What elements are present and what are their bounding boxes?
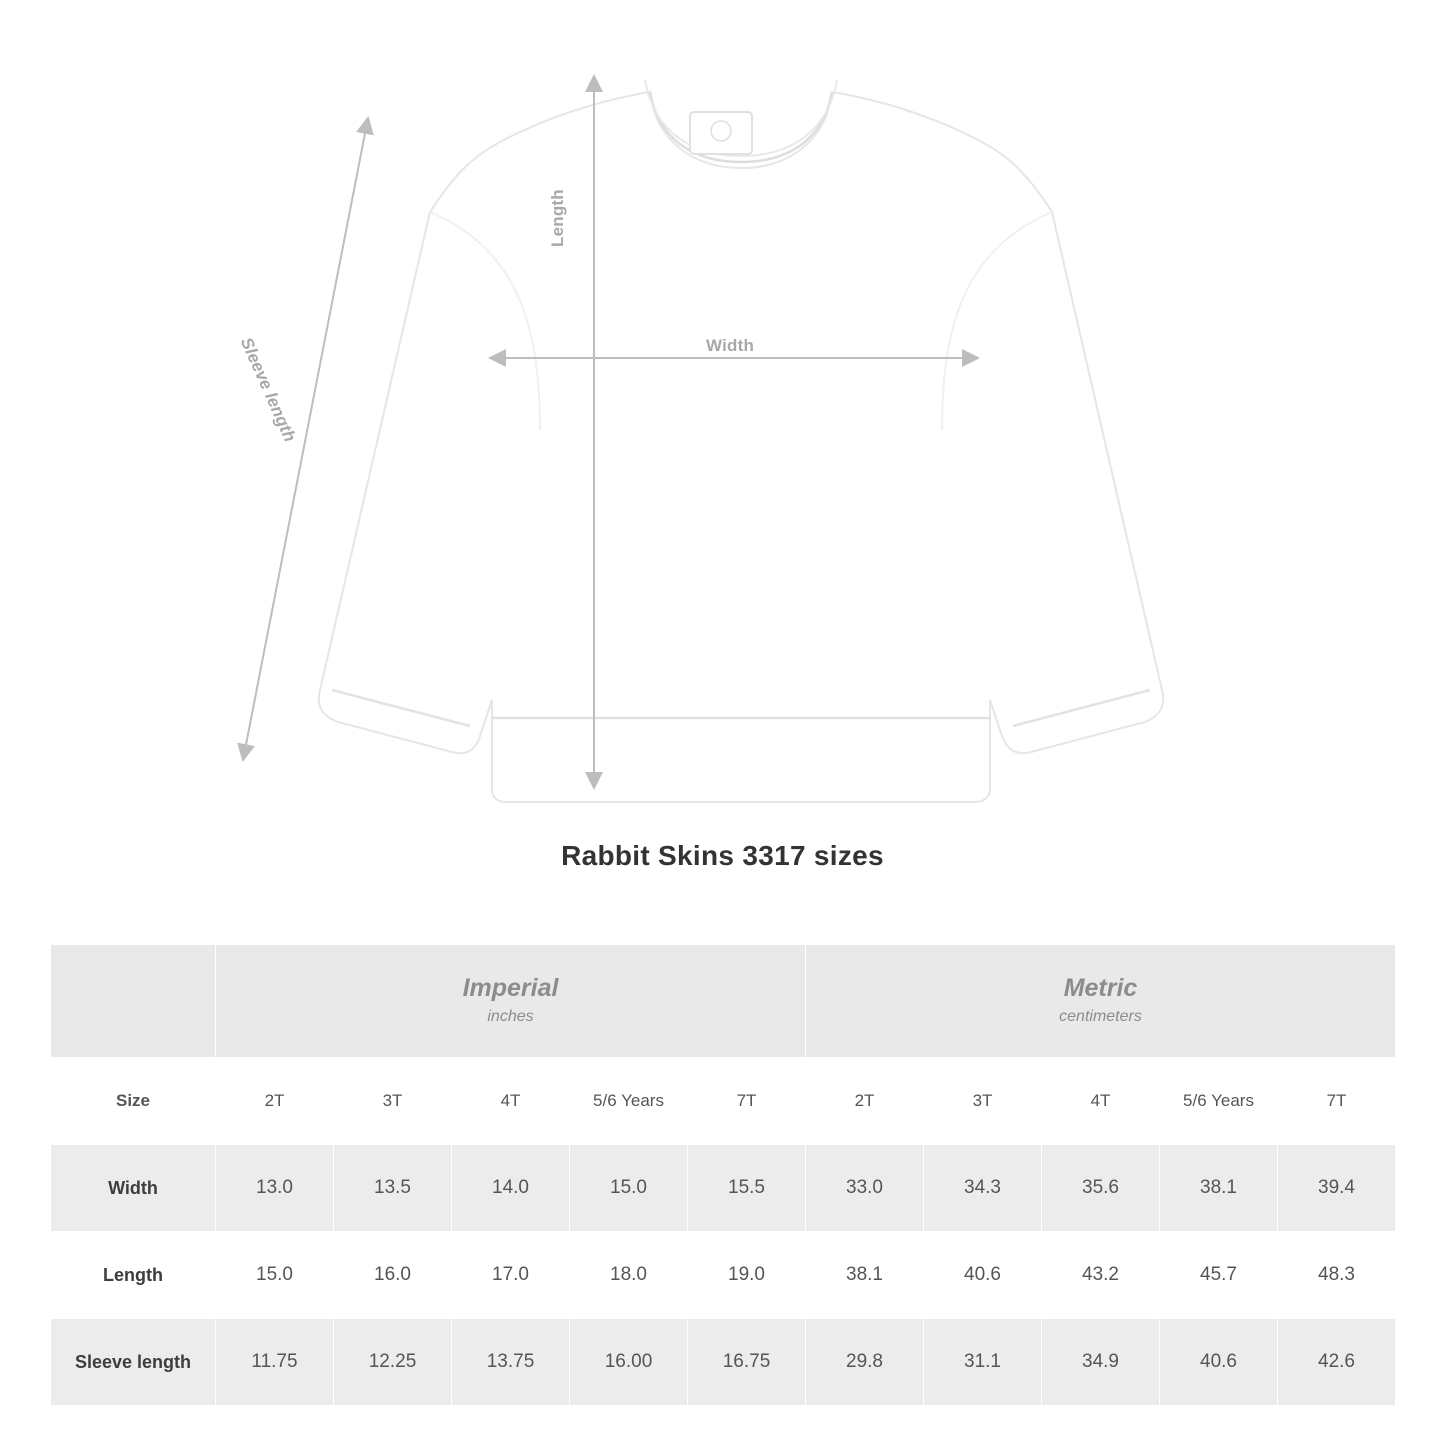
cell-sleeve-2: 13.75	[452, 1319, 570, 1406]
cell-sleeve-5: 29.8	[806, 1319, 924, 1406]
cell-width-9: 39.4	[1278, 1145, 1396, 1232]
size-header-cell: Size	[51, 1058, 216, 1145]
cell-sleeve-3: 16.00	[570, 1319, 688, 1406]
cell-sleeve-0: 11.75	[216, 1319, 334, 1406]
size-col-9: 7T	[1278, 1058, 1396, 1145]
row-label-length: Length	[51, 1232, 216, 1319]
unit-header-spacer	[51, 945, 216, 1058]
cell-width-8: 38.1	[1160, 1145, 1278, 1232]
unit-imperial-name: Imperial	[462, 974, 559, 1003]
size-col-2: 4T	[452, 1058, 570, 1145]
sweatshirt-body	[319, 80, 1163, 802]
cell-length-5: 38.1	[806, 1232, 924, 1319]
cell-sleeve-4: 16.75	[688, 1319, 806, 1406]
unit-header-imperial	[216, 945, 806, 1058]
table-row	[51, 1319, 1396, 1406]
cell-length-0: 15.0	[216, 1232, 334, 1319]
cell-width-3: 15.0	[570, 1145, 688, 1232]
size-table	[50, 944, 1396, 1406]
cell-length-4: 19.0	[688, 1232, 806, 1319]
cell-sleeve-6: 31.1	[924, 1319, 1042, 1406]
cell-width-6: 34.3	[924, 1145, 1042, 1232]
cell-width-5: 33.0	[806, 1145, 924, 1232]
cell-sleeve-1: 12.25	[334, 1319, 452, 1406]
cell-sleeve-9: 42.6	[1278, 1319, 1396, 1406]
size-col-5: 2T	[806, 1058, 924, 1145]
unit-header-row	[51, 945, 1396, 1058]
cell-length-6: 40.6	[924, 1232, 1042, 1319]
row-label-sleeve-length: Sleeve length	[51, 1319, 216, 1406]
unit-header-metric	[806, 945, 1396, 1058]
size-col-3: 5/6 Years	[570, 1058, 688, 1145]
unit-metric-name: Metric	[1063, 974, 1138, 1003]
width-label: Width	[700, 336, 760, 356]
cell-length-1: 16.0	[334, 1232, 452, 1319]
size-col-8: 5/6 Years	[1160, 1058, 1278, 1145]
row-label-width: Width	[51, 1145, 216, 1232]
table-row	[51, 1232, 1396, 1319]
cell-length-8: 45.7	[1160, 1232, 1278, 1319]
cell-length-7: 43.2	[1042, 1232, 1160, 1319]
size-col-4: 7T	[688, 1058, 806, 1145]
size-header-row	[51, 1058, 1396, 1145]
cell-width-2: 14.0	[452, 1145, 570, 1232]
table-row	[51, 1145, 1396, 1232]
size-col-7: 4T	[1042, 1058, 1160, 1145]
cell-length-3: 18.0	[570, 1232, 688, 1319]
page-title: Rabbit Skins 3317 sizes	[561, 840, 884, 871]
cell-width-1: 13.5	[334, 1145, 452, 1232]
neck-label-patch	[690, 112, 752, 154]
size-col-6: 3T	[924, 1058, 1042, 1145]
sleeve-length-label: Sleeve length	[234, 330, 302, 450]
cell-length-9: 48.3	[1278, 1232, 1396, 1319]
cell-length-2: 17.0	[452, 1232, 570, 1319]
size-col-0: 2T	[216, 1058, 334, 1145]
cell-width-4: 15.5	[688, 1145, 806, 1232]
cell-width-7: 35.6	[1042, 1145, 1160, 1232]
cell-sleeve-7: 34.9	[1042, 1319, 1160, 1406]
size-table-wrapper	[50, 944, 1395, 1406]
unit-metric-sub: centimeters	[1059, 1007, 1142, 1025]
cell-width-0: 13.0	[216, 1145, 334, 1232]
cell-sleeve-8: 40.6	[1160, 1319, 1278, 1406]
unit-imperial-sub: inches	[487, 1007, 534, 1025]
size-col-1: 3T	[334, 1058, 452, 1145]
length-label: Length	[548, 184, 568, 252]
